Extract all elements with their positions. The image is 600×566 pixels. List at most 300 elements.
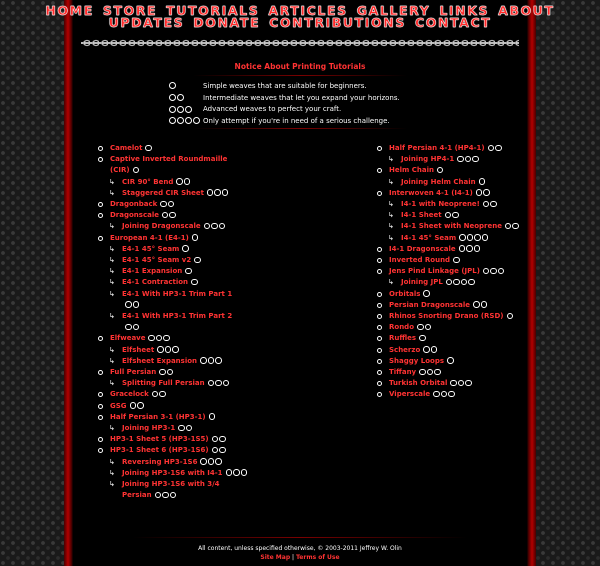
ring-icon [184,178,191,185]
ring-icon [185,106,192,113]
ring-icon [433,391,440,398]
ring-icon [417,324,424,331]
weave-link[interactable]: European 4-1 (E4-1) [110,233,189,242]
ring-icon [215,458,222,465]
weave-link[interactable]: GSG [110,401,127,410]
weave-link[interactable]: Helm Chain [389,166,434,175]
difficulty-rating [162,212,176,219]
ring-icon [219,436,226,443]
weave-link[interactable]: Ruffles [389,334,417,343]
ring-icon [467,234,474,241]
difficulty-rating [185,268,192,275]
ring-icon [209,413,216,420]
ring-icon [457,156,464,163]
ring-icon [459,234,466,241]
nav-tutorials[interactable]: TUTORIALS [166,3,260,18]
difficulty-rating [459,234,488,241]
weave-link[interactable]: Reversing HP3-1S6 [122,457,198,466]
ring-icon [155,492,162,499]
weave-item [377,356,532,367]
difficulty-rating [155,492,177,499]
weave-item [377,143,532,154]
weave-subitem [98,378,248,389]
ring-icon [200,357,207,364]
legend-row [169,80,400,92]
weave-subitem [98,255,248,266]
ring-icon [458,380,465,387]
weave-subitem [98,188,248,199]
weave-item [98,143,248,154]
ring-icon [182,245,189,252]
notice-link[interactable]: Notice About Printing Tutorials [234,62,366,71]
weave-item [98,233,248,244]
ring-icon [160,201,167,208]
difficulty-rating [204,223,226,230]
weave-link[interactable]: Elfweave [110,334,146,343]
ring-icon [177,94,184,101]
ring-icon [461,279,468,286]
difficulty-rating [148,335,170,342]
weave-link[interactable]: Joining JPL [401,278,443,287]
ring-icon [453,257,460,264]
weave-link[interactable]: I4-1 45° Seam [401,233,457,242]
weave-item [98,199,248,210]
ring-icon [441,391,448,398]
ring-icon [177,117,184,124]
ring-icon [427,369,434,376]
weave-link[interactable]: Elfsheet Expansion [122,356,198,365]
weave-link[interactable]: E4-1 Expansion [122,267,183,276]
weave-link[interactable]: Interwoven 4-1 (I4-1) [389,188,473,197]
legend-row [169,115,400,127]
ring-icon [459,245,466,252]
weave-subitem [98,479,248,501]
difficulty-rating [212,447,226,454]
nav-updates[interactable]: UPDATES [108,15,185,30]
separator-footer [133,537,467,538]
weave-link[interactable]: Elfsheet [122,345,155,354]
difficulty-rating [476,189,490,196]
ring-icon [133,301,140,308]
weave-link[interactable]: E4-1 With HP3-1 Trim Part 1 [122,289,233,298]
ring-icon [200,458,207,465]
footer-links [73,554,527,561]
legend-text: Intermediate weaves that let you expand your horizons. [203,93,400,102]
weave-link[interactable]: Half Persian 4-1 (HP4-1) [389,144,485,152]
weave-list [377,143,532,401]
weave-subitem [98,468,248,479]
difficulty-rating [437,167,444,174]
difficulty-rating [457,156,479,163]
weave-link[interactable]: Joining Helm Chain [401,177,476,186]
nav-about[interactable]: ABOUT [498,3,555,18]
nav-links[interactable]: LINKS [439,3,490,18]
ring-icon [193,117,200,124]
ring-icon [159,369,166,376]
ring-icon [177,106,184,113]
weave-item [377,345,532,356]
ring-icon [165,346,172,353]
difficulty-rating [157,346,179,353]
nav-contact[interactable]: CONTACT [414,15,492,30]
weave-item [377,300,532,311]
weave-item [98,333,248,344]
weave-link[interactable]: HP3-1 Sheet 5 (HP3-1S5) [110,435,209,444]
ring-icon [483,201,490,208]
ring-icon [490,268,497,275]
ring-icon [465,380,472,387]
weave-link[interactable]: Rondo [389,323,415,332]
legend-text: Simple weaves that are suitable for beginners. [203,81,367,90]
ring-icon [445,212,452,219]
legend-row [169,103,400,115]
ring-icon [448,391,455,398]
ring-icon [192,234,199,241]
sitemap-link[interactable]: Site Map [260,554,291,561]
difficulty-rating [145,145,152,152]
ring-icon [507,313,514,320]
main-navigation [45,3,555,30]
separator-top [193,75,407,76]
ring-icon [423,290,430,297]
weave-link[interactable]: Viperscale [389,390,431,399]
weave-subitem [98,289,248,311]
ring-icon [219,447,226,454]
legend-text: Advanced weaves to perfect your craft. [203,105,342,114]
weave-link[interactable]: Joining Dragonscale [122,222,201,231]
weave-subitem [98,244,248,255]
page-frame [45,0,555,566]
difficulty-rating [200,357,222,364]
weave-link[interactable]: Persian Dragonscale [389,300,471,309]
weave-item [98,434,248,445]
weave-subitem [98,423,248,434]
ring-icon [169,117,176,124]
weave-item [377,289,532,300]
ring-icon [226,469,233,476]
ring-icon [481,301,488,308]
weave-item [98,412,248,423]
weave-link[interactable]: Shaggy Loops [389,356,445,365]
ring-icon [453,279,460,286]
ring-icon [145,145,152,152]
difficulty-rating [209,413,216,420]
weave-link[interactable]: Joining HP4-1 [401,155,455,164]
ring-icon [185,117,192,124]
weave-link[interactable]: CIR 90° Bend [122,177,174,186]
weave-link[interactable]: I4-1 Dragonscale [389,244,456,253]
ring-icon [208,357,215,364]
difficulty-rating [226,469,248,476]
ring-icon [222,189,229,196]
legend-text: Only attempt if you're in need of a serious challenge. [203,116,390,125]
ring-icon [169,212,176,219]
difficulty-rating [446,279,475,286]
difficulty-rating [423,290,430,297]
nav-articles[interactable]: ARTICLES [268,3,348,18]
ring-icon [483,268,490,275]
difficulty-rating [200,458,222,465]
weave-subitem [98,457,248,468]
weave-subitem [98,277,248,288]
difficulty-rating [176,178,190,185]
ring-icon [133,167,140,174]
difficulty-rating [423,346,437,353]
legend-row [169,92,400,104]
ring-icon [169,94,176,101]
nav-store[interactable]: STORE [102,3,158,18]
nav-donate[interactable]: DONATE [193,15,261,30]
ring-icon [191,279,198,286]
difficulty-rating [133,167,140,174]
tutorial-list-left [98,143,248,502]
weave-link[interactable]: E4-1 45° Seam [122,244,180,253]
ring-icon [483,189,490,196]
ring-icon [176,178,183,185]
ring-icon [186,425,193,432]
difficulty-rating [178,425,192,432]
weave-subitem [377,277,532,288]
difficulty-rating [483,268,505,275]
weave-subitem [98,221,248,232]
difficulty-rating [488,145,502,152]
ring-icon [490,201,497,208]
weave-link[interactable]: Dragonback [110,200,158,209]
weave-link[interactable]: Dragonscale [110,211,159,220]
ring-icon [468,279,475,286]
difficulty-rating [194,257,201,264]
weave-item [98,154,248,176]
weave-subitem [98,311,248,333]
ring-icon [163,335,170,342]
difficulty-rating [212,436,226,443]
ring-icon [233,469,240,476]
difficulty-rating [445,212,459,219]
separator-bottom [193,128,407,129]
ring-icons [169,82,203,89]
ring-icon [159,391,166,398]
ring-icon [452,212,459,219]
difficulty-rating [473,301,487,308]
difficulty-rating [125,301,139,308]
ring-icon [431,346,438,353]
difficulty-rating [152,391,166,398]
ring-icon [152,391,159,398]
nav-home[interactable]: HOME [45,3,94,18]
ring-icon [170,492,177,499]
weave-subitem [377,177,532,188]
ring-icon [167,369,174,376]
ring-icons [169,106,203,113]
ring-icon [425,324,432,331]
weave-link[interactable]: Joining HP3-1 [122,424,176,433]
weave-subitem [98,356,248,367]
ring-icon [505,223,512,230]
ring-icon [447,357,454,364]
difficulty-rating [208,380,230,387]
ring-icon [207,189,214,196]
ring-icon [212,447,219,454]
ring-icon [474,234,481,241]
ring-icon [219,223,226,230]
ring-icon [185,268,192,275]
weave-subitem [98,266,248,277]
terms-link[interactable]: Terms of Use [296,554,340,561]
difficulty-rating [479,178,486,185]
ring-icon [474,245,481,252]
difficulty-rating [507,313,514,320]
ring-icon [162,212,169,219]
difficulty-rating [182,245,189,252]
difficulty-rating [450,380,472,387]
weave-link[interactable]: Orbitals [389,289,421,298]
weave-link[interactable]: E4-1 Contraction [122,278,189,287]
footer-separator: | [292,554,295,561]
ring-icon [157,346,164,353]
weave-link[interactable]: Joining HP3-1S6 with 3/4 Persian [122,480,220,500]
difficulty-rating [459,245,481,252]
weave-subitem [377,154,532,165]
difficulty-rating [483,201,497,208]
weave-link[interactable]: I4-1 Sheet [401,211,442,220]
ring-icon [512,223,519,230]
ring-icon [473,301,480,308]
weave-item [377,244,532,255]
ring-icons [169,94,203,101]
weave-link[interactable]: Camelot [110,144,143,152]
ring-icon [125,324,132,331]
ring-icon [169,82,176,89]
ring-icon [215,357,222,364]
ring-icon [423,346,430,353]
ring-icon [241,469,248,476]
weave-item [377,165,532,176]
weave-item [377,322,532,333]
weave-subitem [377,210,532,221]
ring-icon [208,458,215,465]
weave-item [377,311,532,322]
ring-icon [168,201,175,208]
weave-subitem [377,233,532,244]
difficulty-rating [130,402,144,409]
ring-icon [446,279,453,286]
ring-icon [479,178,486,185]
weave-link[interactable]: I4-1 Sheet with Neoprene [401,222,502,231]
weave-item [377,266,532,277]
ring-icon [148,335,155,342]
weave-subitem [98,177,248,188]
ring-icon [137,402,144,409]
ring-icon [450,380,457,387]
ring-icon [214,189,221,196]
weave-link[interactable]: Inverted Round [389,256,451,265]
weave-link[interactable]: I4-1 with Neoprene! [401,200,480,209]
weave-item [98,401,248,412]
ring-icon [133,324,140,331]
copyright-text: All content, unless specified otherwise, © 2003-2011 Jeffrey W. Olin [198,545,402,552]
weave-subitem [377,199,532,210]
ring-icon [125,301,132,308]
difficulty-rating [417,324,431,331]
difficulty-rating [207,189,229,196]
ring-icon [437,167,444,174]
weave-link[interactable]: Full Persian [110,368,157,377]
difficulty-rating [433,391,455,398]
weave-item [377,255,532,266]
difficulty-legend [169,80,400,127]
ring-icon [169,106,176,113]
weave-link[interactable]: E4-1 45° Seam v2 [122,256,192,265]
ring-icon [194,257,201,264]
ring-icon [130,402,137,409]
weave-item [98,367,248,378]
weave-item [377,188,532,199]
weave-list [98,143,248,502]
ring-icon [223,380,230,387]
ring-icons [169,117,203,124]
chain-divider [81,36,519,50]
ring-icon [498,268,505,275]
ring-icon [178,425,185,432]
difficulty-rating [419,369,441,376]
tutorial-list-right [377,143,532,401]
weave-link[interactable]: Turkish Orbital [389,379,448,388]
weave-link[interactable]: Rhinos Snorting Drano (RSD) [389,312,504,321]
ring-icon [419,335,426,342]
weave-link[interactable]: Staggered CIR Sheet [122,188,204,197]
nav-gallery[interactable]: GALLERY [356,3,431,18]
ring-icon [495,145,502,152]
difficulty-rating [453,257,460,264]
ring-icon [476,189,483,196]
ring-icon [482,234,489,241]
weave-item [377,333,532,344]
weave-item [377,378,532,389]
difficulty-rating [419,335,426,342]
ring-icon [211,223,218,230]
ring-icon [215,380,222,387]
weave-item [98,389,248,400]
weave-link[interactable]: Joining HP3-1S6 with I4-1 [122,468,223,477]
weave-item [98,210,248,221]
weave-link[interactable]: Gracelock [110,390,149,399]
weave-link[interactable]: Captive Inverted Roundmaille (CIR) [110,155,228,175]
weave-link[interactable]: Scherzo [389,345,421,354]
ring-icon [162,492,169,499]
weave-subitem [377,221,532,232]
weave-link[interactable]: Splitting Full Persian [122,379,205,388]
weave-link[interactable]: Tiffany [389,368,417,377]
difficulty-rating [160,201,174,208]
nav-row-2 [73,17,527,28]
ring-icon [488,145,495,152]
weave-link[interactable]: Jens Pind Linkage (JPL) [389,267,480,276]
weave-link[interactable]: HP3-1 Sheet 6 (HP3-1S6) [110,446,209,455]
ring-icon [466,245,473,252]
ring-icon [156,335,163,342]
nav-contributions[interactable]: CONTRIBUTIONS [269,15,406,30]
ring-icon [204,223,211,230]
weave-item [377,367,532,378]
ring-icon [472,156,479,163]
content-area [45,0,555,566]
difficulty-rating [192,234,199,241]
weave-link[interactable]: E4-1 With HP3-1 Trim Part 2 [122,312,233,321]
difficulty-rating [191,279,198,286]
weave-link[interactable]: Half Persian 3-1 (HP3-1) [110,412,206,421]
difficulty-rating [159,369,173,376]
weave-subitem [98,345,248,356]
